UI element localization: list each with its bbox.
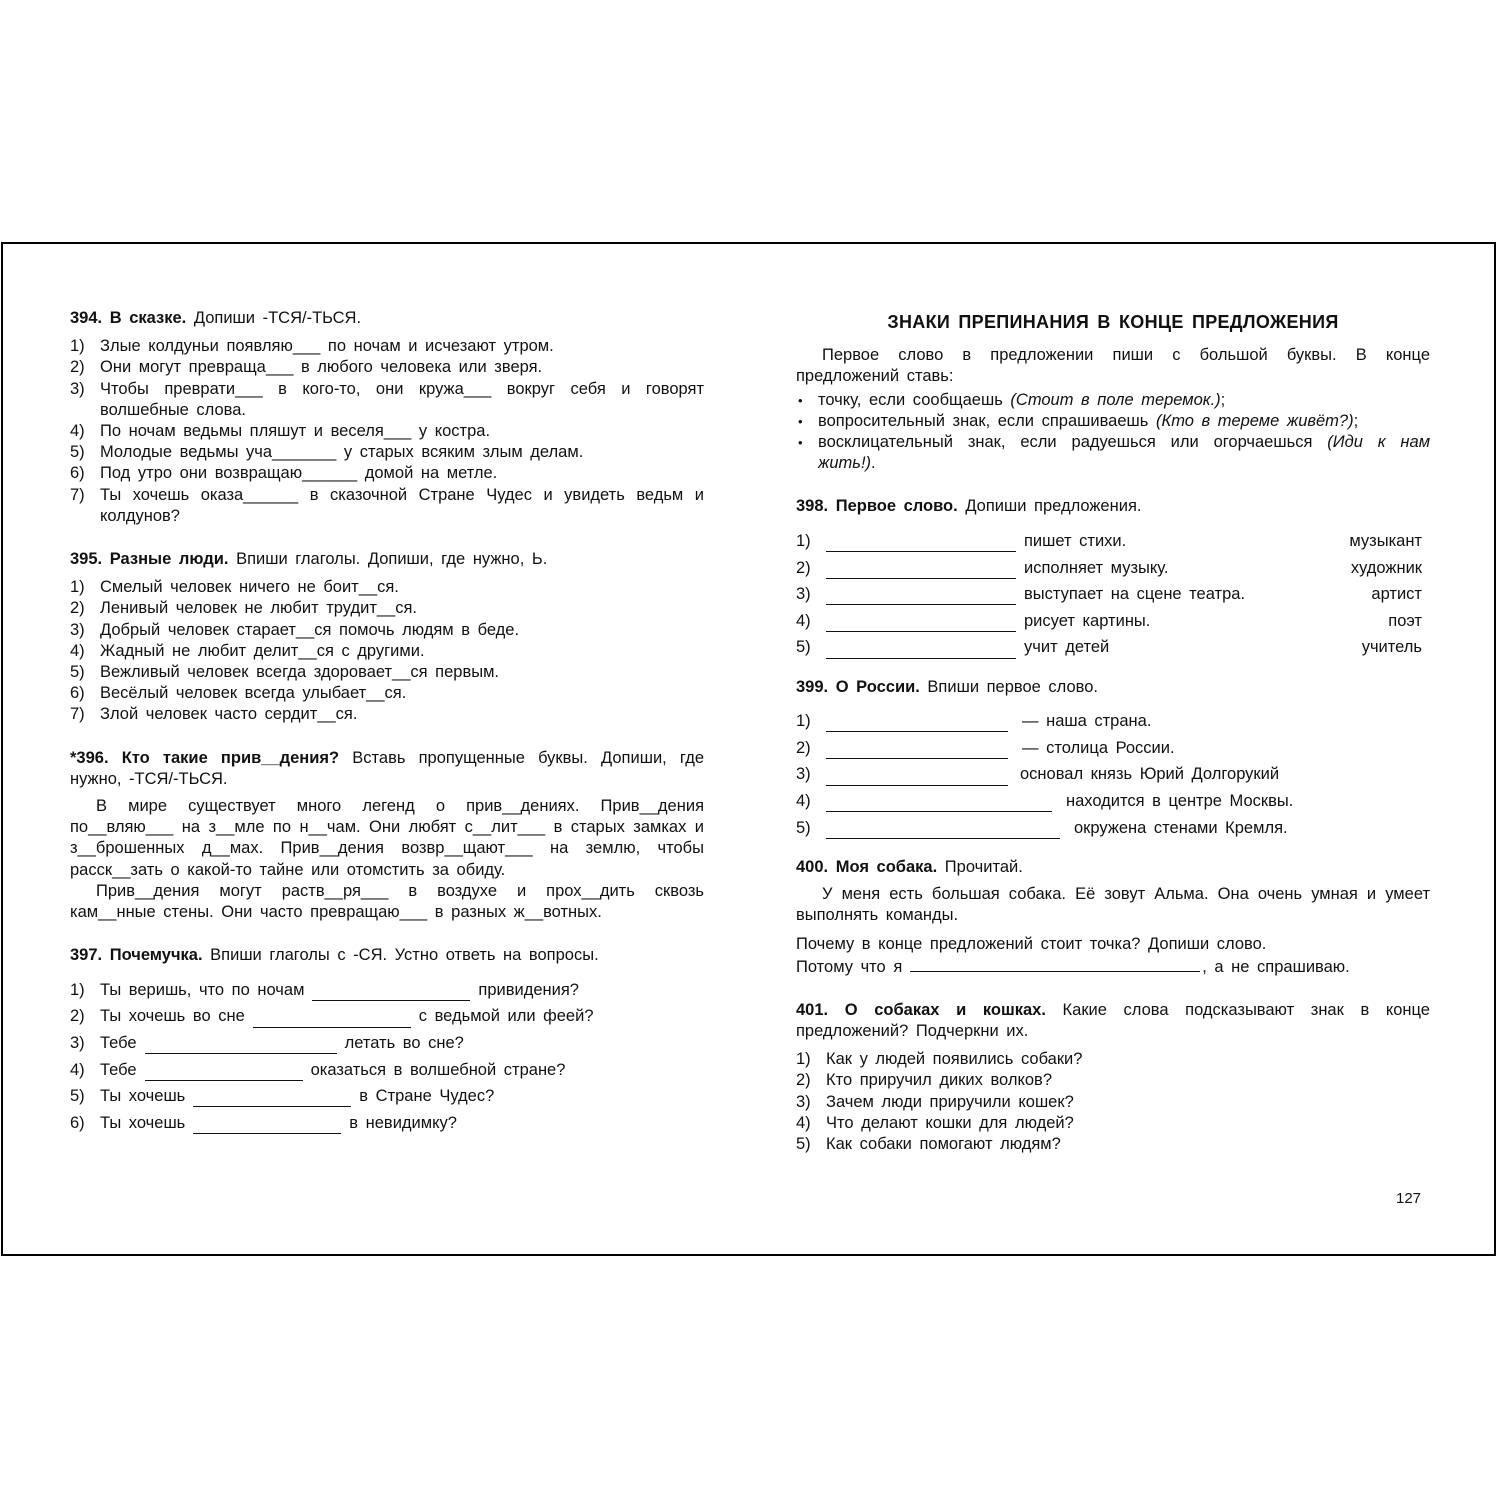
item-number: 5) [70,443,85,462]
exercise-task: Допиши предложения. [965,497,1142,516]
item-number: 5) [796,818,811,837]
list-item [70,704,704,725]
item-number: 5) [796,638,811,657]
item-text: с ведьмой или феей? [418,1007,594,1026]
rule-punct: ; [1220,390,1226,409]
item-text: Смелый человек ничего не боит__ся. [100,578,399,597]
exercise-400-heading [796,857,1430,878]
answer-blank[interactable] [826,823,1060,839]
word-bank-item: артист [1371,585,1422,604]
list-item [70,1001,704,1028]
item-number: 2) [796,1071,811,1090]
answer-blank[interactable] [826,770,1008,786]
item-text: Ты хочешь во сне [100,1007,245,1026]
rule-example: (Кто в тереме живёт?) [1155,411,1354,430]
exercise-400-question: Почему в конце предложений стоит точка? Допиши слово. [796,935,1267,954]
answer-prefix: Потому что я [796,957,903,976]
list-item [70,336,704,357]
item-number: 3) [70,1034,85,1053]
item-text: — наша страна. [1022,712,1152,731]
item-number: 3) [70,620,85,639]
item-number: 4) [796,1113,811,1132]
list-item [70,683,704,704]
exercise-task: Какие слова подсказывают знак в конце предложений? Подчеркни их. [796,1000,1430,1040]
exercise-398-heading [796,496,1430,517]
list-item [70,357,704,378]
answer-suffix: , а не спрашиваю. [1202,957,1350,976]
item-number: 3) [796,585,811,604]
exercise-number: 398. [796,497,829,516]
page-number: 127 [1396,1190,1422,1207]
item-text: в Стране Чудес? [359,1087,495,1106]
item-text: Злые колдуньи появляю___ по ночам и исчезают утром. [100,337,554,356]
list-item [70,974,704,1001]
list-item [796,605,1430,632]
exercise-title: В сказке. [109,309,187,327]
answer-blank[interactable] [826,616,1016,632]
answer-blank[interactable] [826,716,1008,732]
list-item [796,1049,1430,1070]
item-number: 5) [796,1135,811,1153]
list-item [796,786,1430,813]
exercise-400-paragraph: У меня есть большая собака. Её зовут Альма. Она очень умная и умеет выполнять команды. [796,884,1430,925]
item-number: 1) [70,337,85,356]
exercise-title: Разные люди. [109,550,229,569]
item-text: Они могут превраща___ в любого человека или зверя. [100,358,543,377]
item-text: Ленивый человек не любит трудит__ся. [100,599,417,618]
word-bank-item: поэт [1388,611,1422,630]
word-bank-item: музыкант [1349,532,1422,551]
item-text: Чтобы преврати___ в кого-то, они кружа___ вокруг себя и говорят волшебные слова. [100,379,704,419]
item-text: Весёлый человек всегда улыбает__ся. [100,684,407,703]
item-text: рисует картины. [1024,611,1151,630]
item-text: привидения? [478,980,579,999]
item-number: 4) [70,641,85,660]
item-number: 2) [796,738,811,757]
list-item [796,526,1430,553]
item-text: Ты хочешь оказа______ в сказочной Стране Чудес и увидеть ведьм и колдунов? [100,485,704,525]
left-column [70,308,704,1134]
list-item [70,1081,704,1108]
exercise-number: 399. [796,677,829,696]
exercise-number: 394. [70,309,103,327]
exercise-396-heading [70,748,704,790]
exercise-396-paragraph-1: В мире существует много легенд о прив__дениях. Прив__дения по__вляю___ на з__мле по н__чам. Они любят с__лит___ в старых замках и з__брошенных д__мах. Прив__дения возвр__щают___ на землю, чтобы расск__зать о какой-то тайне или отомстить за обиду. [70,797,704,879]
section-title: ЗНАКИ ПРЕПИНАНИЯ В КОНЦЕ ПРЕДЛОЖЕНИЯ [887,312,1339,332]
rule-intro: Первое слово в предложении пиши с большой буквы. В конце предложений ставь: [796,346,1430,386]
item-number: 6) [70,684,85,703]
exercise-number: 395. [70,550,103,569]
item-text: — столица России. [1022,738,1175,757]
answer-blank[interactable] [826,643,1016,659]
exercise-title: Кто такие прив__дения? [121,748,340,767]
exercise-396-paragraph-2: Прив__дения могут раств__ря___ в воздухе и прох__дить сквозь кам__нные стены. Они часто превращаю___ в разных ж__вотных. [70,881,704,922]
word-bank-item: учитель [1361,638,1422,657]
answer-blank[interactable] [193,1091,351,1107]
item-text: основал князь Юрий Долгорукий [1020,765,1280,784]
exercise-399-items [796,706,1430,839]
exercise-397-items [70,974,704,1134]
exercise-number: 400. [796,857,829,876]
exercise-task: Впиши глаголы с -СЯ. Устно ответь на вопросы. [210,946,599,965]
rule-item [796,390,1430,411]
item-text: Ты хочешь [100,1113,186,1132]
item-number: 3) [796,765,811,784]
item-text: находится в центре Москвы. [1066,791,1294,810]
item-text: Добрый человек старает__ся помочь людям в беде. [100,620,520,639]
exercise-task: Допиши -ТСЯ/-ТЬСЯ. [193,309,362,327]
exercise-number: *396. [70,748,109,767]
list-item [796,1113,1430,1134]
exercise-title: Почемучка. [109,946,203,965]
item-number: 4) [70,1060,85,1079]
list-item [796,1092,1430,1113]
answer-blank[interactable] [145,1065,303,1081]
list-item [796,632,1430,659]
exercise-task: Прочитай. [944,857,1023,876]
rules-list [796,390,1430,475]
list-item [70,1028,704,1055]
item-number: 6) [70,464,85,483]
list-item [70,620,704,641]
item-text: летать во сне? [344,1034,464,1053]
item-text: Под утро они возвращаю______ домой на метле. [100,464,498,483]
item-number: 4) [796,791,811,810]
item-number: 1) [796,1050,811,1069]
item-text: Злой человек часто сердит__ся. [100,705,358,724]
item-text: Что делают кошки для людей? [826,1113,1074,1132]
list-item [796,759,1430,786]
item-number: 4) [70,422,85,441]
item-number: 6) [70,1113,85,1132]
list-item [796,732,1430,759]
item-number: 7) [70,705,85,724]
list-item [796,1070,1430,1091]
exercise-395-heading [70,549,704,570]
rule-text: восклицательный знак, если радуешься или огорчаешься [818,433,1313,452]
item-text: Молодые ведьмы уча_______ у старых всяким злым делам. [100,443,584,462]
item-text: выступает на сцене театра. [1024,585,1246,604]
answer-blank[interactable] [253,1012,411,1028]
answer-blank[interactable] [193,1118,341,1134]
word-bank-item: художник [1350,558,1422,577]
item-number: 1) [796,532,811,551]
list-item [70,598,704,619]
item-text: окружена стенами Кремля. [1074,818,1288,837]
item-number: 3) [70,379,85,398]
list-item [70,379,704,421]
item-text: в невидимку? [349,1113,457,1132]
list-item [70,463,704,484]
exercise-number: 397. [70,946,103,965]
item-number: 1) [796,712,811,731]
exercise-task: Впиши первое слово. [927,677,1099,696]
item-text: учит детей [1024,638,1110,657]
item-text: Как у людей появились собаки? [826,1050,1083,1069]
list-item [796,706,1430,733]
rule-item [796,411,1430,432]
item-number: 5) [70,1087,85,1106]
item-text: Тебе [100,1060,137,1079]
rule-punct: ; [1353,411,1359,430]
answer-blank[interactable] [910,956,1200,972]
answer-blank[interactable] [826,589,1016,605]
answer-blank[interactable] [145,1038,337,1054]
answer-blank[interactable] [826,563,1016,579]
item-number: 3) [796,1092,811,1111]
item-number: 4) [796,611,811,630]
exercise-title: О России. [835,677,920,696]
item-text: исполняет музыку. [1024,558,1169,577]
rule-text: точку, если сообщаешь [818,390,1003,409]
item-number: 2) [70,358,85,377]
list-item [796,552,1430,579]
exercise-title: О собаках и кошках. [844,1000,1046,1019]
list-item [70,442,704,463]
exercise-398-items [796,526,1430,659]
list-item [70,662,704,683]
list-item [70,1054,704,1081]
exercise-title: Первое слово. [835,497,958,516]
exercise-401-items [796,1049,1430,1155]
item-text: оказаться в волшебной стране? [310,1060,566,1079]
answer-blank[interactable] [312,985,470,1001]
item-text: Жадный не любит делит__ся с другими. [100,641,425,660]
right-column [796,308,1430,1155]
exercise-task: Вставь пропущенные буквы. Допиши, где нужно, -ТСЯ/-ТЬСЯ. [70,748,704,788]
item-text: Зачем люди приручили кошек? [826,1092,1074,1111]
list-item [70,1107,704,1134]
exercise-395-items [70,577,704,725]
exercise-397-heading [70,945,704,966]
rule-example: (Стоит в поле теремок.) [1010,390,1221,409]
answer-blank[interactable] [826,796,1052,812]
list-item [796,1134,1430,1155]
list-item [70,421,704,442]
item-number: 1) [70,980,85,999]
item-number: 7) [70,485,85,504]
rule-example: (Иди к нам жить!) [818,433,1431,473]
rule-text: вопросительный знак, если спрашиваешь [818,411,1149,430]
item-text: Вежливый человек всегда здоровает__ся первым. [100,663,500,682]
exercise-task: Впиши глаголы. Допиши, где нужно, Ь. [236,550,548,569]
list-item [796,812,1430,839]
item-text: Кто приручил диких волков? [826,1071,1052,1090]
item-number: 1) [70,578,85,597]
answer-blank[interactable] [826,536,1016,552]
item-text: Тебе [100,1034,137,1053]
list-item [796,579,1430,606]
item-number: 2) [796,558,811,577]
item-text: Как собаки помогают людям? [826,1135,1061,1153]
exercise-399-heading [796,677,1430,698]
item-number: 2) [70,1007,85,1026]
rule-punct: . [871,454,876,473]
list-item [70,485,704,527]
item-text: Ты веришь, что по ночам [100,980,305,999]
item-text: По ночам ведьмы пляшут и веселя___ у костра. [100,422,491,441]
item-number: 2) [70,599,85,618]
item-text: Ты хочешь [100,1087,186,1106]
exercise-394-items [70,336,704,527]
exercise-number: 401. [796,1000,829,1019]
item-text: пишет стихи. [1024,532,1127,551]
exercise-400-answer-line [796,956,1430,978]
rule-item [796,432,1430,474]
exercise-394-heading [70,308,704,329]
list-item [70,577,704,598]
list-item [70,641,704,662]
item-number: 5) [70,663,85,682]
exercise-401-heading [796,1000,1430,1042]
answer-blank[interactable] [826,743,1008,759]
exercise-title: Моя собака. [835,857,938,876]
